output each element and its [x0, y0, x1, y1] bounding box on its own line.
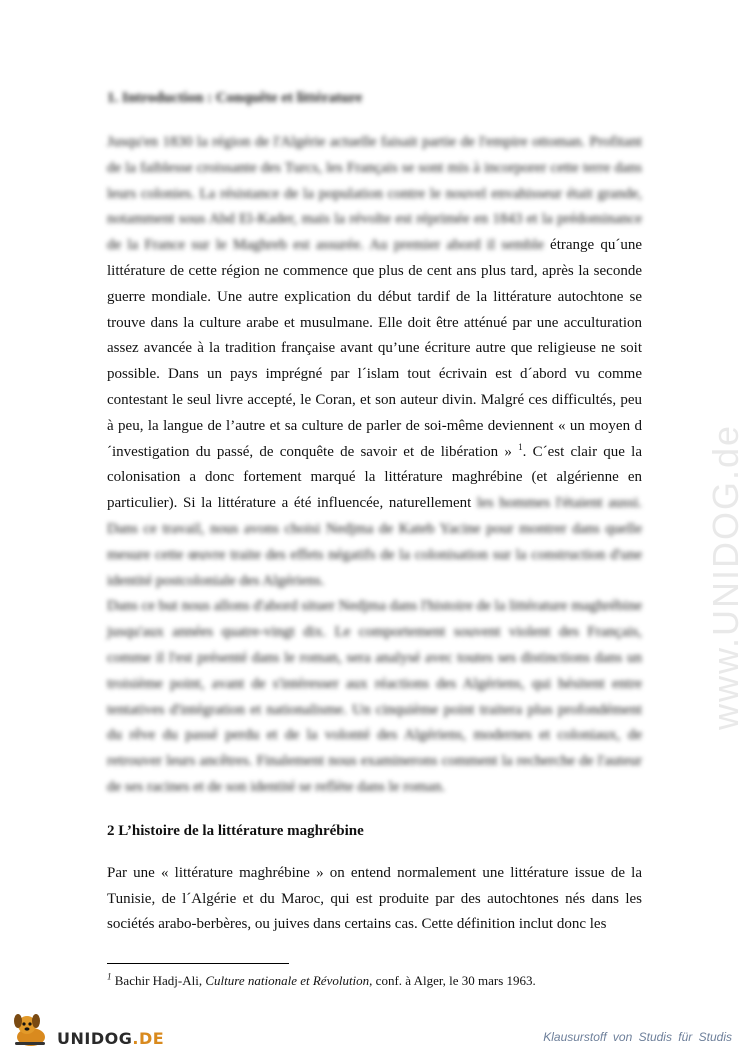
visible-text-2: . C´est clair que la colonisation a donc fortement marqué la littérature maghrébine (et algérienne en particulier). Si la littérature a été influencée, naturellement: [107, 443, 642, 512]
unidog-logo[interactable]: [5, 1010, 165, 1050]
dog-icon: [5, 1010, 55, 1050]
section-2-paragraph: Par une « littérature maghrébine » on entend normalement une littérature issue de la Tunisie, de l´Algérie et du Maroc, qui est produite par des autochtones nés dans les sociétés arabo-berbères, ou juives dans certains cas. Cette définition inclut donc les: [107, 864, 642, 933]
section-2-heading: 2 L’histoire de la littérature maghrébine: [107, 822, 364, 839]
footnote-title: Culture nationale et Révolution: [205, 973, 370, 988]
section-1-heading: 1. Introduction : Conquête et littérature: [107, 90, 363, 106]
visible-text: étrange qu´une littérature de cette région ne commence que plus de cent ans plus tard, après la seconde guerre mondiale. Une autre explication du début tardif de la littérature autochtone se trouve dans la culture arabe et musulmane. Elle doit être atténué par une acculturation assez avancée à la tradition française avant qu’une écriture autre que religieuse ne soit possible. Dans un pays imprégné par l´islam tout écrivain est d´abord vu comme contestant le seul livre accepté, le Coran, et son auteur divin. Malgré ces difficultés, peu à peu, la langue de l’autre et sa culture de parler de soi-même deviennent « un moyen d´investigation du passé, de conquête de savoir et de libération »: [107, 237, 643, 460]
blurred-text-bottom: les hommes l'étaient aussi. Dans ce travail, nous avons choisi Nedjma de Kateb Yacine pour montrer dans quelle mesure cette œuvre traite des effets négatifs de la colonisation sur la construction d'une identité postcoloniale des Algériens.: [107, 495, 642, 589]
page-content: [107, 88, 642, 938]
footnote-author: Bachir Hadj-Ali,: [111, 973, 206, 988]
watermark-text: www.UNIDOG.de: [705, 423, 746, 730]
footnote-number: 1: [107, 971, 112, 982]
footer-tagline: Klausurstoff von Studis für Studis: [543, 1030, 732, 1044]
section-1-paragraph-2: Dans ce but nous allons d'abord situer Nedjma dans l'histoire de la littérature maghrébine jusqu'aux années quatre-vingt dix. Le comportement souvent violent des Français, comme il l'est présenté dans le roman, sera analysé avec toutes ses distinctions dans un troisième point, avant de s'intéresser aux réactions des Algériens, qui hésitent entre tentatives d'intégration et nationalisme. Un cinquième point traitera plus profondément du rêve du passé perdu et de la volonté des Algériens, modernes et coloniaux, de retrouver leurs ancêtres. Finalement nous examinerons comment la recherche de l'auteur de ses racines et de son identité se reflète dans le roman.: [107, 598, 642, 795]
blurred-text-top: Jusqu'en 1830 la région de l'Algérie actuelle faisait partie de l'empire ottoman. Profitant de la faiblesse croissante des Turcs, les Français se sont mis à incorporer cette terre dans leurs colonies. La résistance de la population contre le nouvel envahisseur était grande, notamment sous Abd El-Kader, mais la révolte est réprimée en 1843 et la prédominance de la France sur le Maghreb est assurée. Au premier abord il semble: [107, 134, 642, 254]
footnote-divider: [107, 963, 289, 964]
footnote: [107, 972, 707, 990]
footnote-reference: 1: [518, 441, 523, 452]
footnote-rest: , conf. à Alger, le 30 mars 1963.: [369, 973, 536, 988]
section-1-paragraph-1: [107, 130, 642, 594]
logo-text: UNIDOG.DE: [57, 1029, 165, 1048]
